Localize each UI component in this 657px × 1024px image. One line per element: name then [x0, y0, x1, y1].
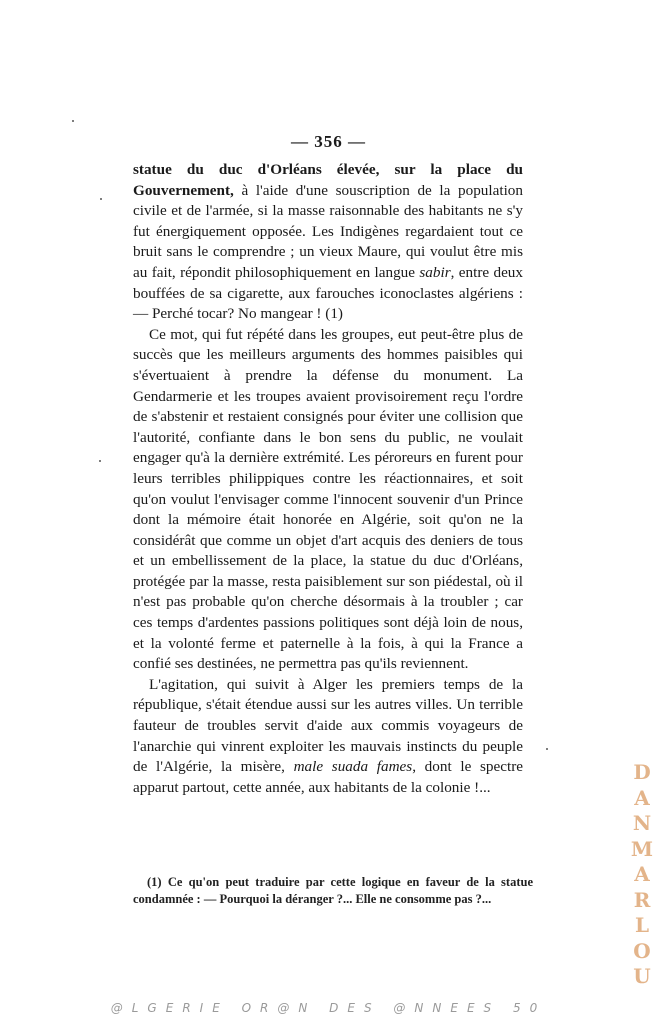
- paragraph-3: [133, 675, 523, 799]
- scan-speck: [72, 120, 74, 122]
- watermark-stamp: [630, 760, 654, 990]
- paragraph-1-lead: statue du duc d'Orléans élevée, sur la place du Gouvernement,: [133, 161, 523, 199]
- paragraph-3-italic: male suada fames: [293, 758, 413, 776]
- bottom-caption: @LGERIE OR@N DES @NNEES 50: [110, 1001, 547, 1015]
- watermark-letter: A: [634, 785, 650, 810]
- footnote: (1) Ce qu'on peut traduire par cette logique en faveur de la statue condamnée : — Pourquoi la déranger ?... Elle ne consomme pas ?...: [133, 875, 533, 906]
- watermark-letter: L: [634, 913, 650, 937]
- scan-speck: [99, 460, 101, 462]
- page-number: — 356 —: [291, 132, 366, 151]
- paragraph-3-text: L'agitation, qui suivit à Alger les premiers temps de la république, s'était étendue aussi sur les autres villes. Un terrible fauteur de troubles servit d'aide aux commis voyageurs de l'anarchie qui vinrent exploiter les mauvais instincts du peuple de l'Algérie, la misère,: [133, 675, 523, 776]
- body-text: [133, 160, 523, 798]
- paragraph-1-italic: sabir: [419, 263, 451, 281]
- watermark-letter: M: [630, 836, 654, 861]
- paragraph-1-text: à l'aide d'une souscription de la population civile et de l'armée, si la masse raisonnable des habitants ne s'y fut énergiquement opposée. Les Indigènes regardaient tout ce bruit sans le comprendre ; un vieux Maure, qui voulut être mis au fait, répondit philosophiquement en langue: [133, 181, 523, 281]
- watermark-letter: O: [633, 938, 651, 963]
- watermark-letter: A: [634, 862, 650, 886]
- paragraph-1: [133, 160, 523, 325]
- watermark-letter: N: [632, 811, 652, 835]
- watermark-letter: R: [633, 887, 651, 912]
- watermark-letter: U: [633, 964, 651, 988]
- paragraph-2: Ce mot, qui fut répété dans les groupes, eut peut-être plus de succès que les meilleurs arguments des hommes paisibles qui s'évertuaient à prendre la défense du monument. La Gendarmerie et les troupes avaient provisoirement reçu l'ordre de s'abstenir et restaient consignés pour éviter une collision que l'autorité, confiante dans le bon sens du public, ne voulait engager qu'à la dernière extrémité. Les péroreurs en furent pour leurs terribles philippiques contre les réactionnaires, et soit qu'on voulut l'envisager comme l'innocent souvenir d'un Prince dont la mémoire était honorée en Algérie, soit qu'on ne la considérât que comme un objet d'art acquis des deniers de tous et un embellissement de la place, la statue du duc d'Orléans, protégée par la masse, resta paisiblement sur son piédestal, où il n'est pas probable qu'on cherche désormais à la troubler ; car ces temps d'ardentes passions politiques sont déjà loin de nous, et la volonté ferme et paternelle à la fois, à qui la France a confié ses destinées, ne permettra pas qu'ils reviennent.: [133, 325, 523, 673]
- paragraph-1-tail: , entre deux bouffées de sa cigarette, aux farouches iconoclastes algériens : — Perché tocar? No mangear ! (1): [133, 263, 523, 323]
- scan-speck: [546, 748, 548, 750]
- scan-speck: [100, 198, 102, 200]
- watermark-letter: D: [633, 760, 651, 784]
- paragraph-3-tail: , dont le spectre apparut partout, cette année, aux habitants de la colonie !...: [133, 758, 524, 796]
